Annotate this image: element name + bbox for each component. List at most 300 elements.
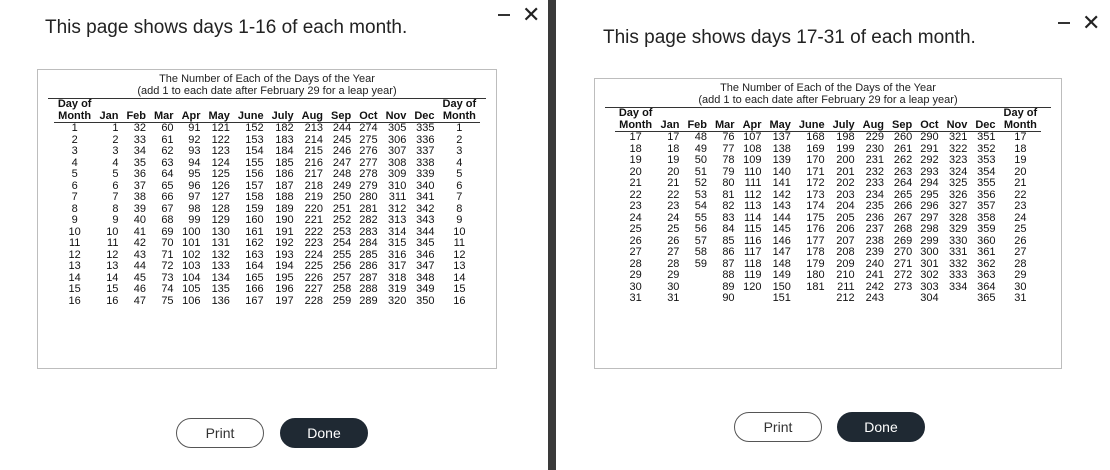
day-number-cell: 244 bbox=[332, 122, 352, 134]
day-number-cell: 255 bbox=[332, 248, 352, 261]
day-number-cell: 305 bbox=[387, 122, 407, 134]
day-number-cell: 104 bbox=[182, 271, 201, 284]
day-of-month-left: 31 bbox=[629, 292, 642, 304]
month-col-nov: Nov bbox=[382, 111, 411, 123]
day-number-cell: 323 bbox=[948, 154, 968, 166]
close-icon[interactable]: ✕ bbox=[1082, 10, 1101, 35]
day-number-cell: 186 bbox=[275, 168, 294, 180]
day-number-cell: 220 bbox=[304, 202, 324, 215]
day-number-cell: 347 bbox=[416, 260, 435, 272]
day-of-month-left: 20 bbox=[629, 165, 642, 178]
day-of-month-right: 18 bbox=[1014, 142, 1027, 155]
day-of-month-left: 27 bbox=[629, 246, 642, 258]
day-number-cell: 40 bbox=[133, 214, 146, 226]
table-row bbox=[54, 284, 480, 296]
day-number-cell: 192 bbox=[275, 237, 294, 249]
done-button[interactable]: Done bbox=[837, 412, 925, 442]
day-number-cell: 302 bbox=[920, 269, 939, 281]
day-number-cell: 316 bbox=[387, 248, 407, 261]
day-number-cell: 253 bbox=[332, 225, 352, 238]
day-of-month-left: 19 bbox=[629, 154, 642, 166]
day-number-cell: 125 bbox=[211, 168, 230, 180]
day-number-cell: 17 bbox=[667, 131, 680, 143]
day-number-cell: 198 bbox=[836, 131, 855, 143]
day-number-cell: 103 bbox=[182, 260, 201, 272]
day-number-cell: 158 bbox=[245, 191, 264, 203]
day-number-cell: 164 bbox=[245, 260, 264, 272]
day-number-cell: 205 bbox=[836, 211, 855, 224]
day-number-cell: 43 bbox=[133, 248, 146, 261]
day-number-cell: 79 bbox=[722, 165, 735, 178]
month-col-nov: Nov bbox=[943, 120, 972, 132]
day-number-cell: 210 bbox=[836, 269, 855, 281]
day-number-cell: 203 bbox=[836, 188, 855, 201]
day-number-cell: 223 bbox=[304, 237, 324, 249]
day-number-cell: 337 bbox=[416, 145, 435, 157]
day-of-month-left: 23 bbox=[629, 200, 642, 212]
day-number-cell: 315 bbox=[387, 237, 407, 249]
month-header-row bbox=[54, 111, 480, 123]
day-number-cell: 22 bbox=[667, 188, 680, 201]
day-number-cell: 131 bbox=[211, 237, 230, 249]
day-of-month-left: 14 bbox=[68, 271, 81, 284]
day-number-cell: 118 bbox=[743, 257, 762, 270]
table-subtitle: (add 1 to each date after February 29 for a leap year) bbox=[48, 85, 486, 99]
day-number-cell: 351 bbox=[977, 131, 996, 143]
day-of-month-left: 6 bbox=[71, 179, 78, 192]
day-of-month-left: 8 bbox=[71, 202, 78, 215]
day-number-cell: 177 bbox=[806, 234, 825, 247]
day-number-cell: 341 bbox=[416, 191, 435, 203]
day-number-cell: 284 bbox=[359, 237, 378, 249]
day-number-cell: 74 bbox=[161, 283, 174, 295]
day-number-cell: 185 bbox=[275, 156, 294, 169]
day-number-cell: 279 bbox=[359, 179, 378, 192]
day-number-cell: 217 bbox=[304, 168, 324, 180]
day-number-cell: 327 bbox=[948, 200, 968, 212]
day-number-cell: 233 bbox=[865, 177, 885, 189]
day-of-month-left: 2 bbox=[71, 133, 78, 146]
day-of-month-right: 1 bbox=[456, 122, 463, 134]
day-number-cell: 119 bbox=[743, 269, 762, 281]
day-of-month-right: 19 bbox=[1014, 154, 1027, 166]
day-number-cell: 338 bbox=[416, 156, 435, 169]
day-number-cell: 139 bbox=[772, 154, 791, 166]
day-number-cell: 195 bbox=[275, 271, 294, 284]
day-number-cell: 64 bbox=[161, 168, 174, 180]
day-number-cell: 72 bbox=[161, 260, 174, 272]
month-col-apr: Apr bbox=[178, 111, 205, 123]
table-row bbox=[54, 192, 480, 204]
day-number-cell: 110 bbox=[743, 165, 762, 178]
day-number-cell: 77 bbox=[722, 142, 735, 155]
month-col-feb: Feb bbox=[683, 120, 711, 132]
day-number-cell: 41 bbox=[133, 225, 146, 238]
day-number-cell: 113 bbox=[743, 200, 762, 212]
day-number-cell: 258 bbox=[332, 283, 352, 295]
day-number-cell: 52 bbox=[694, 177, 707, 189]
day-number-cell: 226 bbox=[304, 271, 324, 284]
day-of-month-right: 3 bbox=[456, 145, 463, 157]
day-number-cell: 293 bbox=[920, 165, 939, 178]
day-number-cell: 171 bbox=[806, 165, 825, 178]
day-number-cell: 60 bbox=[161, 122, 174, 134]
day-number-table-panel bbox=[594, 78, 1062, 369]
day-number-cell: 197 bbox=[275, 294, 294, 307]
day-number-cell: 178 bbox=[806, 246, 825, 258]
day-number-cell bbox=[683, 293, 711, 305]
day-number-cell: 133 bbox=[211, 260, 230, 272]
day-number-cell: 191 bbox=[275, 225, 294, 238]
day-number-cell: 230 bbox=[865, 142, 885, 155]
day-number-cell: 345 bbox=[416, 237, 435, 249]
day-number-cell: 157 bbox=[245, 179, 264, 192]
day-number-cell: 111 bbox=[744, 177, 762, 189]
day-number-cell: 219 bbox=[304, 191, 324, 203]
day-of-month-left: 12 bbox=[68, 248, 81, 261]
day-number-cell: 116 bbox=[743, 234, 762, 247]
day-number-cell: 61 bbox=[161, 133, 174, 146]
day-of-month-left: 13 bbox=[68, 260, 81, 272]
day-of-month-left: 18 bbox=[629, 142, 642, 155]
day-number-cell: 176 bbox=[806, 223, 825, 235]
day-number-cell: 282 bbox=[359, 214, 378, 226]
day-number-cell: 10 bbox=[106, 225, 119, 238]
day-number-cell: 227 bbox=[304, 283, 324, 295]
month-col-mar: Mar bbox=[150, 111, 178, 123]
day-number-cell: 355 bbox=[977, 177, 996, 189]
table-row bbox=[54, 296, 480, 308]
day-number-cell: 29 bbox=[667, 269, 680, 281]
day-number-cell: 5 bbox=[112, 168, 119, 180]
day-number-cell: 317 bbox=[387, 260, 407, 272]
day-number-cell: 78 bbox=[722, 154, 735, 166]
day-number-cell: 67 bbox=[161, 202, 174, 215]
print-button[interactable]: Print bbox=[734, 412, 822, 442]
day-number-cell: 144 bbox=[772, 211, 791, 224]
day-number-cell: 153 bbox=[245, 133, 264, 146]
day-number-cell: 34 bbox=[133, 145, 146, 157]
minimize-icon[interactable] bbox=[1058, 22, 1070, 24]
day-number-cell: 295 bbox=[920, 188, 939, 201]
day-number-cell: 249 bbox=[332, 179, 352, 192]
day-number-cell: 242 bbox=[865, 280, 885, 293]
table-heading bbox=[595, 82, 1061, 108]
day-number-cell: 106 bbox=[182, 294, 201, 307]
day-of-month-left: 17 bbox=[629, 131, 642, 143]
day-number-cell bbox=[943, 293, 972, 305]
day-number-cell: 321 bbox=[948, 131, 968, 143]
day-number-cell: 30 bbox=[667, 280, 680, 293]
day-of-month-right: 7 bbox=[456, 191, 463, 203]
day-number-cell: 96 bbox=[188, 179, 201, 192]
day-number-cell: 238 bbox=[865, 234, 885, 247]
table-row bbox=[615, 270, 1041, 282]
day-number-cell: 319 bbox=[387, 283, 407, 295]
day-number-cell: 149 bbox=[772, 269, 791, 281]
day-number-cell: 201 bbox=[836, 165, 855, 178]
table-row bbox=[54, 215, 480, 227]
day-number-cell: 225 bbox=[304, 260, 324, 272]
day-of-month-right: 14 bbox=[453, 271, 466, 284]
day-number-cell bbox=[888, 293, 916, 305]
day-number-cell: 99 bbox=[188, 214, 201, 226]
day-number-cell: 250 bbox=[332, 191, 352, 203]
day-number-cell: 322 bbox=[948, 142, 968, 155]
day-number-cell: 184 bbox=[275, 145, 294, 157]
day-number-cell: 13 bbox=[106, 260, 119, 272]
day-number-cell: 112 bbox=[743, 188, 762, 201]
day-number-cell: 339 bbox=[416, 168, 435, 180]
month-col-apr: Apr bbox=[739, 120, 766, 132]
day-number-cell bbox=[739, 293, 766, 305]
day-of-month-right: 17 bbox=[1014, 131, 1027, 143]
day-of-month-right: 4 bbox=[456, 156, 463, 169]
done-button[interactable]: Done bbox=[280, 418, 368, 448]
day-number-cell: 168 bbox=[806, 131, 825, 143]
table-row bbox=[54, 146, 480, 158]
day-number-cell: 180 bbox=[806, 269, 825, 281]
day-number-cell: 281 bbox=[359, 202, 378, 215]
day-number-cell: 365 bbox=[977, 292, 996, 304]
day-number-cell: 289 bbox=[359, 294, 378, 307]
day-number-cell: 12 bbox=[106, 248, 119, 261]
day-number-cell: 20 bbox=[667, 165, 680, 178]
day-number-cell: 248 bbox=[332, 168, 352, 180]
day-of-month-right: 6 bbox=[456, 179, 463, 192]
day-number-cell: 36 bbox=[133, 168, 146, 180]
day-number-cell: 127 bbox=[211, 191, 230, 203]
day-number-cell: 160 bbox=[245, 214, 264, 226]
day-number-cell: 89 bbox=[722, 280, 735, 293]
dialog-title: This page shows days 1-16 of each month. bbox=[45, 17, 408, 38]
day-number-cell: 342 bbox=[416, 202, 435, 215]
day-number-cell: 84 bbox=[722, 223, 735, 235]
month-header-left: Month bbox=[615, 120, 657, 132]
month-col-sep: Sep bbox=[327, 111, 355, 123]
day-number-cell: 83 bbox=[722, 211, 735, 224]
day-number-cell: 267 bbox=[893, 211, 913, 224]
day-number-cell: 336 bbox=[416, 133, 435, 146]
day-number-cell: 236 bbox=[865, 211, 885, 224]
table-title: The Number of Each of the Days of the Year bbox=[159, 73, 375, 85]
day-number-cell: 165 bbox=[245, 271, 264, 284]
day-number-cell: 62 bbox=[161, 145, 174, 157]
day-number-cell: 231 bbox=[865, 154, 885, 166]
day-number-cell: 39 bbox=[133, 202, 146, 215]
day-of-month-left: 30 bbox=[629, 280, 642, 293]
day-number-cell: 159 bbox=[245, 202, 264, 215]
day-of-month-right: 9 bbox=[456, 214, 463, 226]
day-number-cell: 309 bbox=[387, 168, 407, 180]
day-of-month-right: 31 bbox=[1014, 292, 1027, 304]
day-number-cell: 87 bbox=[722, 257, 735, 270]
day-number-cell: 291 bbox=[920, 142, 939, 155]
day-number-cell: 290 bbox=[920, 131, 939, 143]
day-number-cell: 86 bbox=[722, 246, 735, 258]
day-number-cell: 308 bbox=[387, 156, 407, 169]
day-number-cell: 343 bbox=[416, 214, 435, 226]
day-of-month-right: 29 bbox=[1014, 269, 1027, 281]
day-number-cell: 237 bbox=[865, 223, 885, 235]
day-number-cell: 38 bbox=[133, 191, 146, 203]
day-of-month-left: 15 bbox=[68, 283, 81, 295]
day-number-cell: 245 bbox=[332, 133, 352, 146]
day-number-cell: 213 bbox=[304, 122, 324, 134]
day-number-cell: 75 bbox=[161, 294, 174, 307]
day-number-cell: 53 bbox=[694, 188, 707, 201]
day-number-cell: 257 bbox=[332, 271, 352, 284]
day-number-cell: 228 bbox=[304, 294, 324, 307]
day-number-cell: 151 bbox=[772, 292, 791, 304]
day-number-cell: 214 bbox=[304, 133, 324, 146]
day-number-cell: 246 bbox=[332, 145, 352, 157]
dialog-title: This page shows days 17-31 of each month. bbox=[603, 27, 976, 48]
day-of-month-left: 3 bbox=[71, 145, 78, 157]
day-number-cell: 273 bbox=[893, 280, 913, 293]
day-number-cell: 132 bbox=[211, 248, 230, 261]
day-number-cell: 145 bbox=[772, 223, 791, 235]
day-number-cell: 277 bbox=[359, 156, 378, 169]
day-number-cell: 358 bbox=[977, 211, 996, 224]
day-number-cell: 232 bbox=[865, 165, 885, 178]
day-number-cell: 357 bbox=[977, 200, 996, 212]
day-number-cell: 326 bbox=[948, 188, 968, 201]
day-number-cell: 37 bbox=[133, 179, 146, 192]
day-number-cell: 98 bbox=[188, 202, 201, 215]
day-number-cell: 362 bbox=[977, 257, 996, 270]
day-of-month-right: 26 bbox=[1014, 234, 1027, 247]
day-number-cell: 354 bbox=[977, 165, 996, 178]
day-number-cell bbox=[795, 293, 829, 305]
day-number-cell: 333 bbox=[948, 269, 968, 281]
day-number-cell: 235 bbox=[865, 200, 885, 212]
day-number-cell: 24 bbox=[667, 211, 680, 224]
day-number-cell: 271 bbox=[893, 257, 913, 270]
day-of-month-right: 16 bbox=[453, 294, 466, 307]
day-number-cell: 196 bbox=[275, 283, 294, 295]
day-number-cell: 209 bbox=[836, 257, 855, 270]
day-number-cell: 167 bbox=[245, 294, 264, 307]
day-number-cell: 204 bbox=[836, 200, 855, 212]
day-of-month-right: 2 bbox=[456, 133, 463, 146]
day-number-cell: 275 bbox=[359, 133, 378, 146]
day-of-month-left: 26 bbox=[629, 234, 642, 247]
day-number-cell: 169 bbox=[806, 142, 825, 155]
day-number-cell: 47 bbox=[133, 294, 146, 307]
day-of-month-right: 11 bbox=[453, 237, 466, 249]
day-of-month-left: 4 bbox=[71, 156, 78, 169]
day-of-month-right: 25 bbox=[1014, 223, 1027, 235]
day-number-cell: 314 bbox=[387, 225, 407, 238]
day-number-cell: 85 bbox=[722, 234, 735, 247]
month-col-oct: Oct bbox=[355, 111, 381, 123]
day-number-cell: 298 bbox=[920, 223, 939, 235]
day-number-cell: 361 bbox=[977, 246, 996, 258]
day-number-cell: 331 bbox=[948, 246, 968, 258]
day-number-cell: 123 bbox=[211, 145, 230, 157]
day-of-header-right: Day of bbox=[1003, 107, 1038, 119]
day-number-cell: 25 bbox=[667, 223, 680, 235]
day-of-month-left: 24 bbox=[629, 211, 642, 224]
month-col-dec: Dec bbox=[410, 111, 438, 123]
day-number-cell: 311 bbox=[388, 191, 407, 203]
day-number-cell: 313 bbox=[387, 214, 407, 226]
day-number-cell: 57 bbox=[694, 234, 707, 247]
day-number-cell: 296 bbox=[920, 200, 939, 212]
day-number-cell: 224 bbox=[304, 248, 324, 261]
day-of-month-right: 27 bbox=[1014, 246, 1027, 258]
day-of-month-right: 20 bbox=[1014, 165, 1027, 178]
print-button[interactable]: Print bbox=[176, 418, 264, 448]
day-number-cell: 66 bbox=[161, 191, 174, 203]
day-number-cell: 247 bbox=[332, 156, 352, 169]
day-of-month-right: 23 bbox=[1014, 200, 1027, 212]
day-number-cell: 100 bbox=[182, 225, 201, 238]
day-number-cell: 262 bbox=[893, 154, 913, 166]
table-row bbox=[615, 224, 1041, 236]
day-of-month-right: 24 bbox=[1014, 211, 1027, 224]
day-number-cell: 211 bbox=[837, 280, 855, 293]
minimize-icon[interactable] bbox=[498, 14, 510, 16]
day-number-cell: 222 bbox=[304, 225, 324, 238]
day-number-cell: 276 bbox=[359, 145, 378, 157]
day-of-month-left: 25 bbox=[629, 223, 642, 235]
day-number-cell: 156 bbox=[245, 168, 264, 180]
day-number-cell: 166 bbox=[245, 283, 264, 295]
day-number-cell: 21 bbox=[667, 177, 680, 189]
day-number-cell: 32 bbox=[133, 122, 146, 134]
day-number-cell: 58 bbox=[694, 246, 707, 258]
day-number-cell: 330 bbox=[948, 234, 968, 247]
day-number-cell: 260 bbox=[893, 131, 913, 143]
day-number-cell: 138 bbox=[772, 142, 791, 155]
day-number-cell: 174 bbox=[806, 200, 825, 212]
day-number-cell: 91 bbox=[188, 122, 201, 134]
day-number-cell: 310 bbox=[387, 179, 407, 192]
day-number-cell: 189 bbox=[275, 202, 294, 215]
day-number-cell: 350 bbox=[416, 294, 435, 307]
table-row bbox=[615, 293, 1041, 305]
day-number-cell: 301 bbox=[920, 257, 939, 270]
day-number-cell: 152 bbox=[245, 122, 264, 134]
day-number-cell: 9 bbox=[112, 214, 119, 226]
close-icon[interactable]: ✕ bbox=[522, 2, 541, 27]
day-number-cell: 340 bbox=[416, 179, 435, 192]
day-number-cell: 161 bbox=[245, 225, 264, 238]
day-number-cell: 16 bbox=[106, 294, 119, 307]
day-number-cell: 274 bbox=[359, 122, 378, 134]
day-number-cell: 23 bbox=[667, 200, 680, 212]
day-number-cell: 364 bbox=[977, 280, 996, 293]
day-number-cell: 344 bbox=[416, 225, 435, 238]
table-row bbox=[54, 261, 480, 273]
day-number-cell: 299 bbox=[920, 234, 939, 247]
day-number-cell: 14 bbox=[106, 271, 119, 284]
day-number-cell: 140 bbox=[772, 165, 791, 178]
day-number-cell: 108 bbox=[743, 142, 762, 155]
day-number-cell: 348 bbox=[416, 271, 435, 284]
table-row bbox=[615, 247, 1041, 259]
month-header-right: Month bbox=[439, 111, 481, 123]
day-of-month-right: 13 bbox=[453, 260, 466, 272]
day-number-cell: 142 bbox=[772, 188, 791, 201]
day-of-month-right: 12 bbox=[453, 248, 466, 261]
month-col-may: May bbox=[205, 111, 234, 123]
day-number-cell: 19 bbox=[667, 154, 680, 166]
day-number-cell: 11 bbox=[107, 237, 119, 249]
day-number-cell: 94 bbox=[188, 156, 201, 169]
